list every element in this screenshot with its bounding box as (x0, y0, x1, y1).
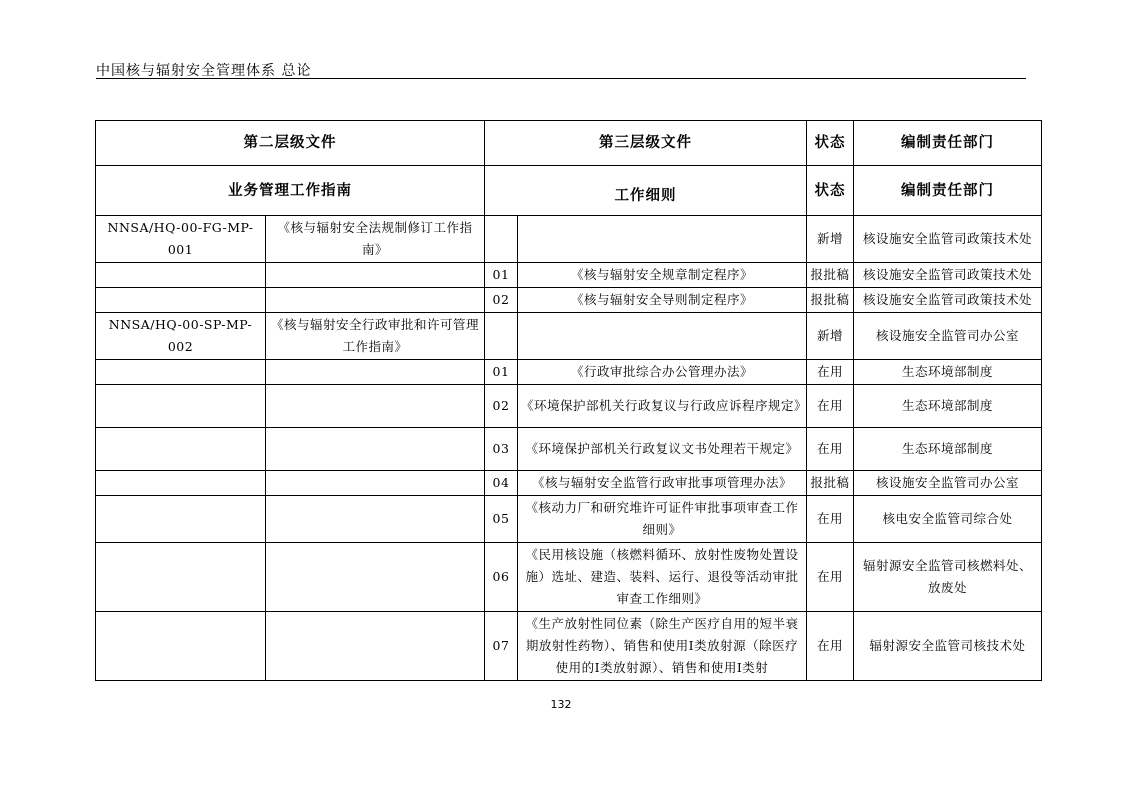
status: 在用 (807, 385, 854, 428)
header-status-2: 状态 (807, 166, 854, 216)
table-row (96, 216, 1042, 263)
document-table (95, 120, 1042, 681)
guide-title (266, 385, 485, 428)
department: 核设施安全监管司政策技术处 (854, 216, 1042, 263)
table-row (96, 360, 1042, 385)
rule-title: 《核与辐射安全规章制定程序》 (518, 263, 807, 288)
header-dept: 编制责任部门 (854, 121, 1042, 166)
header-work-rules: 工作细则 (485, 166, 807, 216)
doc-code (96, 360, 266, 385)
table-header-row-1 (96, 121, 1042, 166)
guide-title (266, 263, 485, 288)
rule-title: 《环境保护部机关行政复议文书处理若干规定》 (518, 428, 807, 471)
page-number: 132 (550, 698, 572, 711)
guide-title (266, 612, 485, 681)
table-row (96, 428, 1042, 471)
guide-title (266, 428, 485, 471)
department: 生态环境部制度 (854, 428, 1042, 471)
guide-title: 《核与辐射安全法规制修订工作指南》 (266, 216, 485, 263)
guide-title: 《核与辐射安全行政审批和许可管理工作指南》 (266, 313, 485, 360)
rule-title: 《环境保护部机关行政复议与行政应诉程序规定》 (518, 385, 807, 428)
guide-title (266, 543, 485, 612)
rule-number (485, 313, 518, 360)
rule-title: 《生产放射性同位素（除生产医疗自用的短半衰期放射性药物）、销售和使用Ⅰ类放射源（除医疗使用的Ⅰ类放射源）、销售和使用Ⅰ类射 (518, 612, 807, 681)
header-rule (96, 78, 1026, 79)
status: 新增 (807, 216, 854, 263)
table-header-row-2 (96, 166, 1042, 216)
header-second-level: 第二层级文件 (96, 121, 485, 166)
table-row (96, 385, 1042, 428)
rule-number: 01 (485, 263, 518, 288)
rule-title: 《民用核设施（核燃料循环、放射性废物处置设施）选址、建造、装料、运行、退役等活动审批审查工作细则》 (518, 543, 807, 612)
guide-title (266, 496, 485, 543)
doc-code (96, 428, 266, 471)
rule-title: 《核与辐射安全导则制定程序》 (518, 288, 807, 313)
guide-title (266, 471, 485, 496)
status: 报批稿 (807, 263, 854, 288)
doc-code: NNSA/HQ-00-SP-MP-002 (96, 313, 266, 360)
running-header: 中国核与辐射安全管理体系 总论 (96, 63, 312, 79)
table-row (96, 612, 1042, 681)
header-status: 状态 (807, 121, 854, 166)
department: 核设施安全监管司政策技术处 (854, 288, 1042, 313)
rule-number (485, 216, 518, 263)
department: 辐射源安全监管司核燃料处、放废处 (854, 543, 1042, 612)
status: 在用 (807, 612, 854, 681)
department: 生态环境部制度 (854, 385, 1042, 428)
table-row (96, 313, 1042, 360)
rule-title (518, 313, 807, 360)
rule-number: 03 (485, 428, 518, 471)
department: 生态环境部制度 (854, 360, 1042, 385)
rule-title: 《核动力厂和研究堆许可证件审批事项审查工作细则》 (518, 496, 807, 543)
doc-code (96, 385, 266, 428)
doc-code (96, 263, 266, 288)
guide-title (266, 360, 485, 385)
table-row (96, 496, 1042, 543)
status: 在用 (807, 428, 854, 471)
doc-code (96, 471, 266, 496)
rule-title: 《核与辐射安全监管行政审批事项管理办法》 (518, 471, 807, 496)
header-dept-2: 编制责任部门 (854, 166, 1042, 216)
rule-number: 02 (485, 288, 518, 313)
status: 在用 (807, 543, 854, 612)
department: 辐射源安全监管司核技术处 (854, 612, 1042, 681)
table-row (96, 263, 1042, 288)
rule-number: 07 (485, 612, 518, 681)
status: 在用 (807, 496, 854, 543)
status: 报批稿 (807, 288, 854, 313)
rule-title: 《行政审批综合办公管理办法》 (518, 360, 807, 385)
guide-title (266, 288, 485, 313)
rule-number: 01 (485, 360, 518, 385)
status: 报批稿 (807, 471, 854, 496)
doc-code: NNSA/HQ-00-FG-MP-001 (96, 216, 266, 263)
rule-number: 02 (485, 385, 518, 428)
doc-code (96, 543, 266, 612)
doc-code (96, 288, 266, 313)
department: 核设施安全监管司办公室 (854, 471, 1042, 496)
header-business-guide: 业务管理工作指南 (96, 166, 485, 216)
department: 核设施安全监管司办公室 (854, 313, 1042, 360)
status: 在用 (807, 360, 854, 385)
status: 新增 (807, 313, 854, 360)
header-third-level: 第三层级文件 (485, 121, 807, 166)
table-row (96, 288, 1042, 313)
rule-number: 04 (485, 471, 518, 496)
doc-code (96, 496, 266, 543)
table-row (96, 543, 1042, 612)
department: 核电安全监管司综合处 (854, 496, 1042, 543)
rule-number: 06 (485, 543, 518, 612)
department: 核设施安全监管司政策技术处 (854, 263, 1042, 288)
rule-number: 05 (485, 496, 518, 543)
rule-title (518, 216, 807, 263)
table-row (96, 471, 1042, 496)
doc-code (96, 612, 266, 681)
